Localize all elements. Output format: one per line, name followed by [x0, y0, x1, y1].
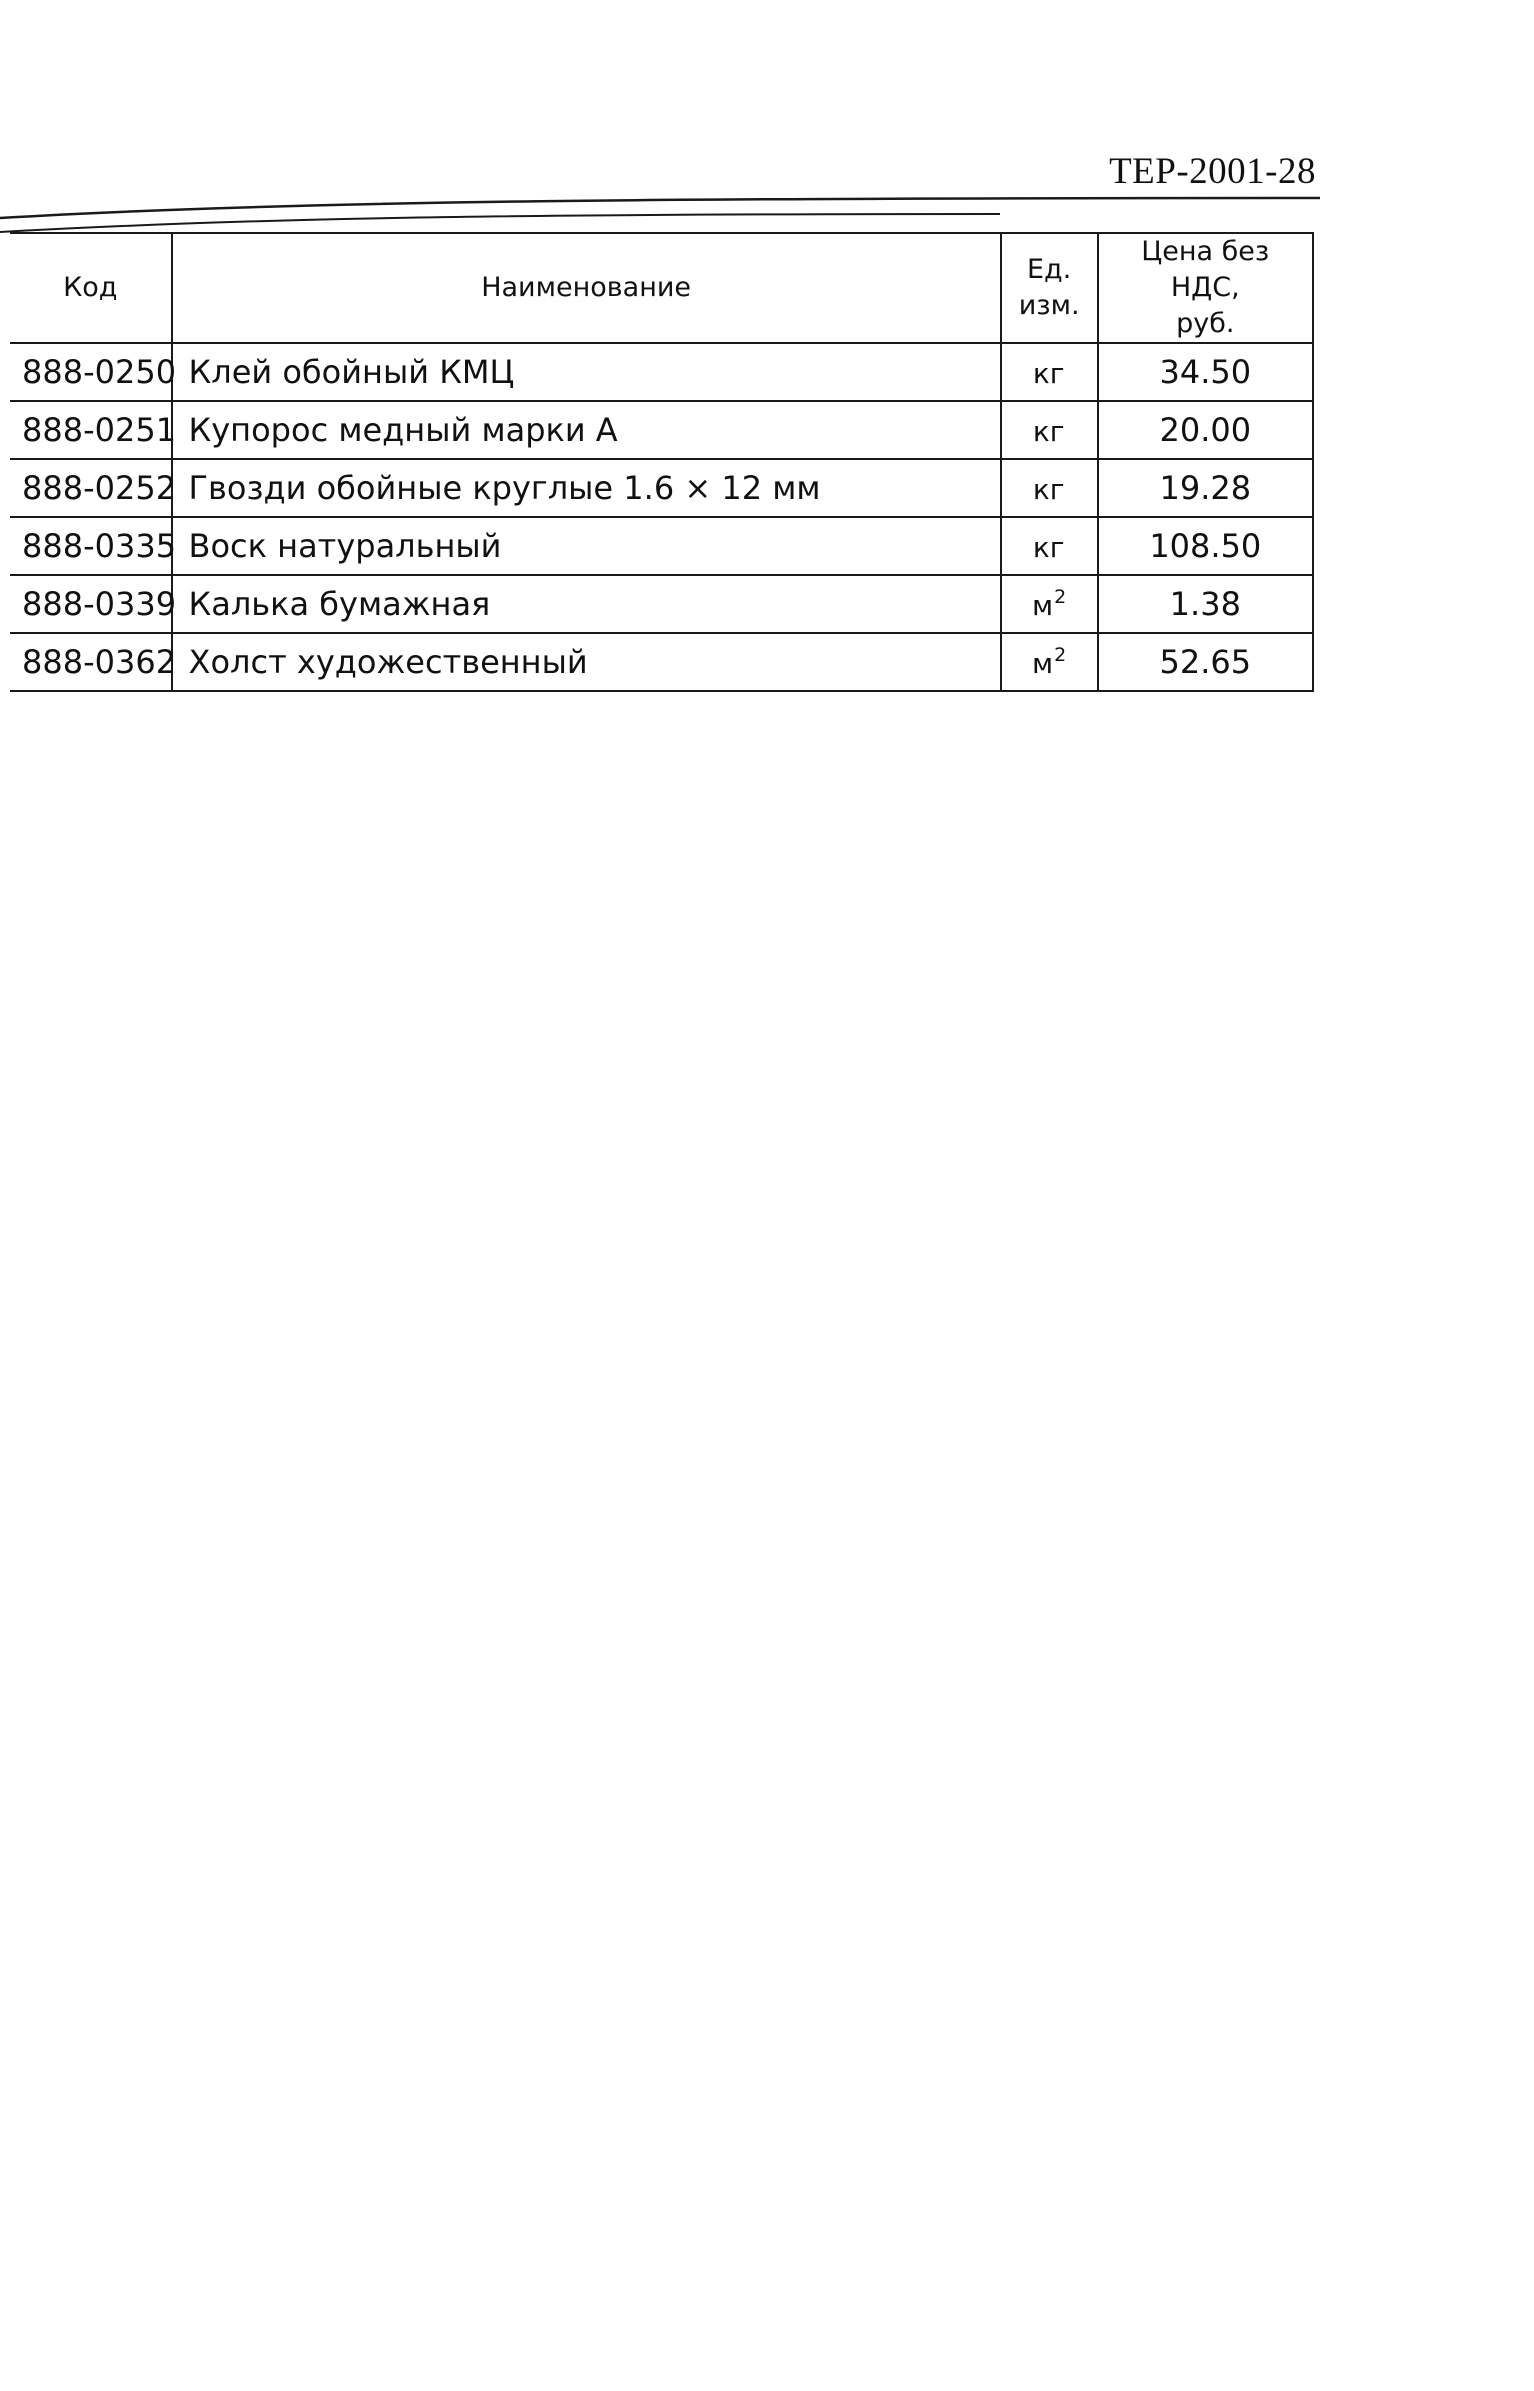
- column-header-price-line1: Цена без НДС,: [1141, 236, 1270, 303]
- cell-price: 108.50: [1098, 517, 1313, 575]
- cell-unit: [1001, 343, 1098, 401]
- cell-code: 888-0250: [10, 343, 172, 401]
- column-header-unit: [1001, 233, 1098, 343]
- table-row: [10, 401, 1313, 459]
- unit-superscript: 2: [1054, 586, 1067, 608]
- cell-price: 19.28: [1098, 459, 1313, 517]
- unit-text: кг: [1032, 357, 1065, 390]
- table-row: [10, 343, 1313, 401]
- unit-text: кг: [1032, 473, 1065, 506]
- cell-code: 888-0251: [10, 401, 172, 459]
- table-row: [10, 575, 1313, 633]
- cell-price: 20.00: [1098, 401, 1313, 459]
- unit-superscript: 2: [1054, 644, 1067, 666]
- column-header-code: Код: [10, 233, 172, 343]
- cell-price: 1.38: [1098, 575, 1313, 633]
- unit-text: м: [1032, 647, 1054, 680]
- cell-price: 52.65: [1098, 633, 1313, 691]
- cell-price: 34.50: [1098, 343, 1313, 401]
- column-header-name: Наименование: [172, 233, 1001, 343]
- price-table: [10, 232, 1314, 692]
- column-header-price: [1098, 233, 1313, 343]
- cell-name: Купорос медный марки А: [172, 401, 1001, 459]
- cell-code: 888-0339: [10, 575, 172, 633]
- cell-name: Калька бумажная: [172, 575, 1001, 633]
- column-header-unit-line2: изм.: [1018, 290, 1080, 321]
- document-code: ТЕР-2001-28: [1109, 151, 1316, 192]
- cell-unit: [1001, 459, 1098, 517]
- cell-name: Клей обойный КМЦ: [172, 343, 1001, 401]
- cell-name: Воск натуральный: [172, 517, 1001, 575]
- cell-name: Гвозди обойные круглые 1.6 × 12 мм: [172, 459, 1001, 517]
- cell-unit: [1001, 633, 1098, 691]
- unit-text: кг: [1032, 531, 1065, 564]
- cell-unit: [1001, 517, 1098, 575]
- cell-name: Холст художественный: [172, 633, 1001, 691]
- header-rule: [0, 180, 1320, 240]
- table-row: [10, 459, 1313, 517]
- table-header-row: [10, 233, 1313, 343]
- unit-text: м: [1032, 589, 1054, 622]
- cell-unit: [1001, 575, 1098, 633]
- table-row: [10, 633, 1313, 691]
- cell-code: 888-0252: [10, 459, 172, 517]
- cell-unit: [1001, 401, 1098, 459]
- unit-text: кг: [1032, 415, 1065, 448]
- cell-code: 888-0335: [10, 517, 172, 575]
- column-header-price-line2: руб.: [1176, 308, 1235, 339]
- table-row: [10, 517, 1313, 575]
- column-header-unit-line1: Ед.: [1026, 254, 1072, 285]
- cell-code: 888-0362: [10, 633, 172, 691]
